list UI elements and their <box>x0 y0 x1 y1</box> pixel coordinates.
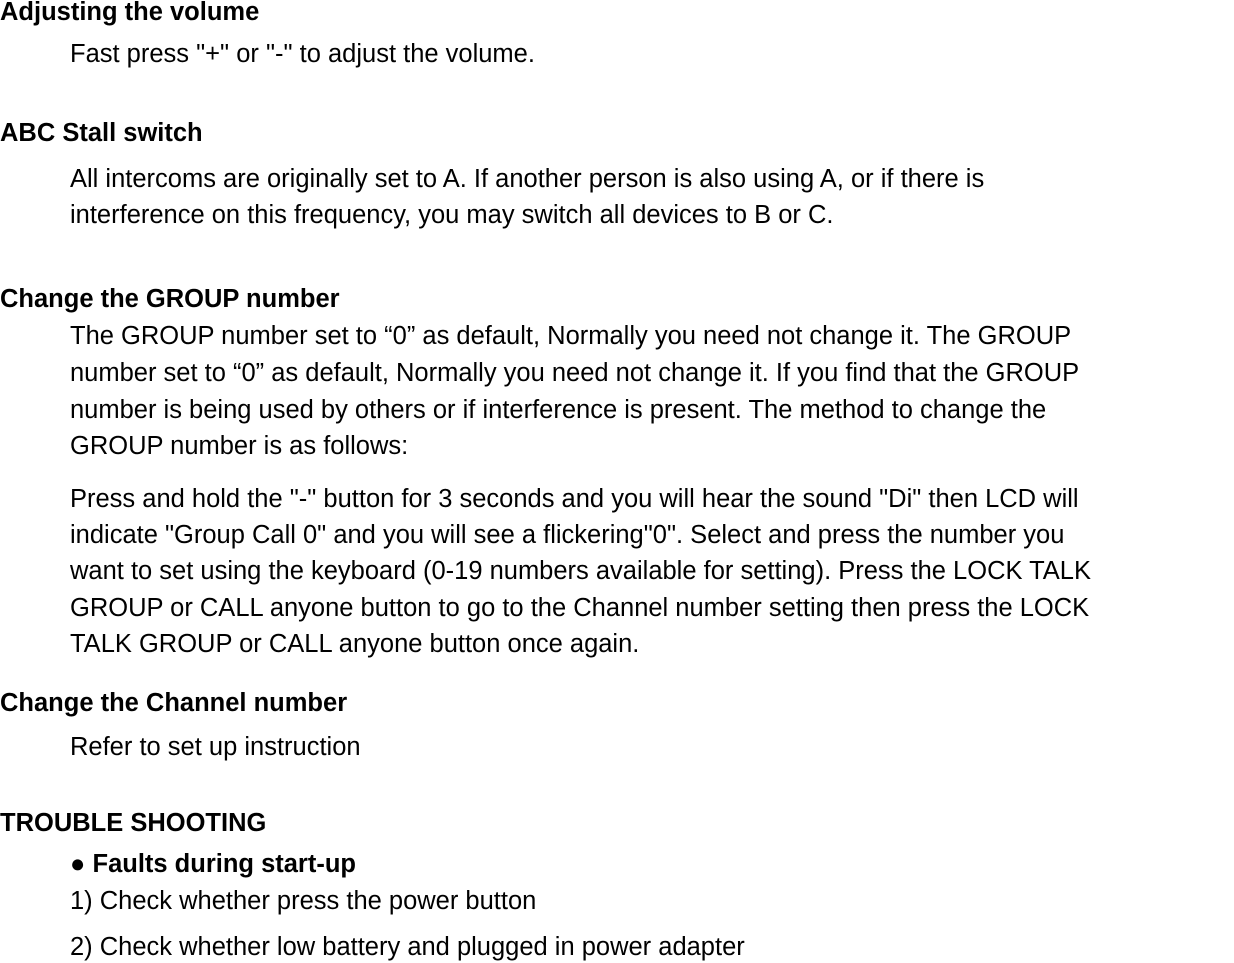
body-line: number is being used by others or if interference is present. The method to change the <box>70 396 1047 424</box>
heading-change-channel-number: Change the Channel number <box>0 689 348 717</box>
body-line: Refer to set up instruction <box>70 733 361 761</box>
body-line: 1) Check whether press the power button <box>70 887 537 915</box>
body-line: GROUP or CALL anyone button to go to the Channel number setting then press the LOCK <box>70 594 1090 622</box>
heading-change-group-number: Change the GROUP number <box>0 285 340 313</box>
body-line: Press and hold the "-" button for 3 seconds and you will hear the sound "Di" then LCD will <box>70 485 1079 513</box>
body-line: indicate "Group Call 0" and you will see a flickering"0". Select and press the number you <box>70 521 1065 549</box>
body-line: The GROUP number set to “0” as default, Normally you need not change it. The GROUP <box>70 322 1072 350</box>
heading-abc-stall-switch: ABC Stall switch <box>0 119 203 147</box>
body-line: GROUP number is as follows: <box>70 432 409 460</box>
body-line: interference on this frequency, you may switch all devices to B or C. <box>70 201 834 229</box>
heading-adjusting-volume: Adjusting the volume <box>0 0 260 26</box>
heading-trouble-shooting: TROUBLE SHOOTING <box>0 809 267 837</box>
body-line: Fast press "+" or "-" to adjust the volume. <box>70 40 535 68</box>
subheading-faults-startup: ● Faults during start-up <box>70 850 356 878</box>
body-line: TALK GROUP or CALL anyone button once again. <box>70 630 640 658</box>
body-line: want to set using the keyboard (0-19 numbers available for setting). Press the LOCK TALK <box>70 557 1091 585</box>
body-line: number set to “0” as default, Normally you need not change it. If you find that the GROUP <box>70 359 1080 387</box>
body-line: 2) Check whether low battery and plugged in power adapter <box>70 933 745 961</box>
body-line: All intercoms are originally set to A. If another person is also using A, or if there is <box>70 165 985 193</box>
